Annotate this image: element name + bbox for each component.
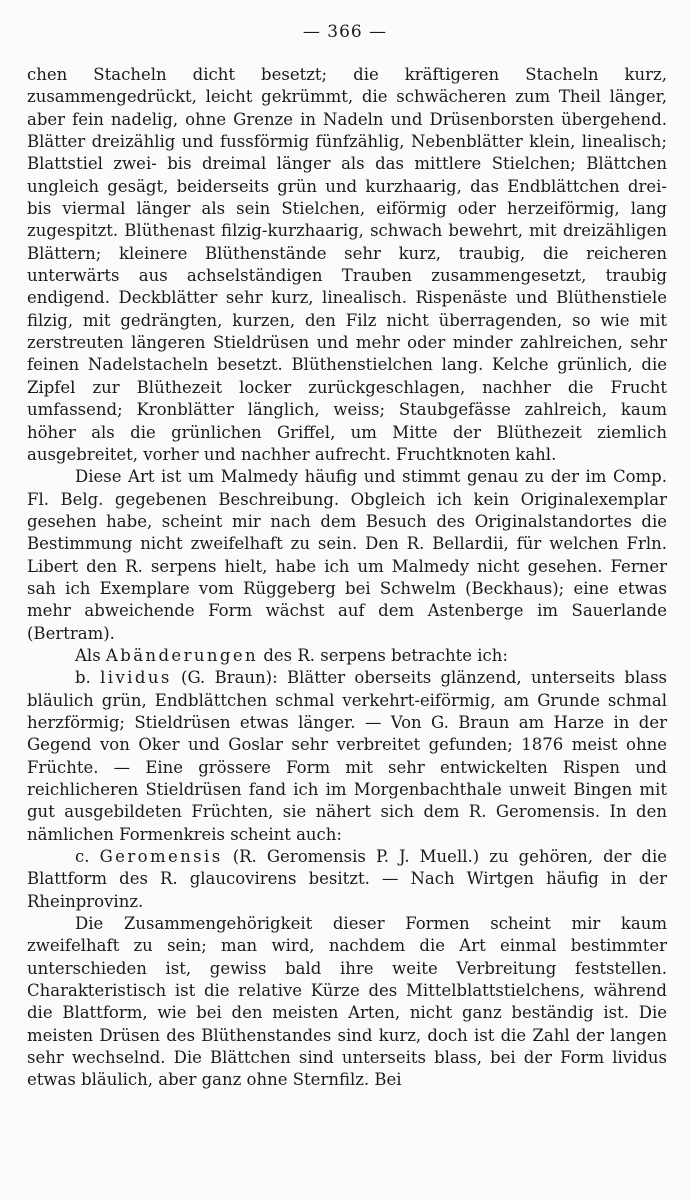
- paragraph-description: chen Stacheln dicht besetzt; die kräftigeren Stacheln kurz, zusammengedrückt, leicht gekrümmt, die schwächeren zum Theil länger, aber fein nadelig, ohne Grenze in Nadeln und Drüsenborsten übergehend. Blätter dreizählig und fussförmig fünfzählig, Nebenblätter klein, linealisch; Blattstiel zwei- bis dreimal länger als das mittlere Stielchen; Blättchen ungleich gesägt, beiderseits grün und kurzhaarig, das Endblättchen drei- bis viermal länger als sein Stielchen, eiförmig oder herzeiförmig, lang zugespitzt. Blüthenast filzig-kurzhaarig, schwach bewehrt, mit dreizähligen Blättern; kleinere Blüthenstände sehr kurz, traubig, die reicheren unterwärts aus achselständigen Trauben zusammengesetzt, traubig endigend. Deckblätter sehr kurz, linealisch. Rispenäste und Blüthenstiele filzig, mit gedrängten, kurzen, den Filz nicht überragenden, so wie mit zerstreuten längeren Stieldrüsen und mehr oder minder zahlreichen, sehr feinen Nadelstacheln besetzt. Blüthenstielchen lang. Kelche grünlich, die Zipfel zur Blüthezeit locker zurückgeschlagen, nachher die Frucht umfassend; Kronblätter länglich, weiss; Staubgefässe zahlreich, kaum höher als die grünlichen Griffel, um Mitte der Blüthezeit ziemlich ausgebreitet, vorher und nachher aufrecht. Fruchtknoten kahl.: [27, 65, 667, 464]
- variety-geromensis-text: (R. Geromensis P. J. Muell.) zu gehören, der die Blattform des R. glaucovirens besitzt. — Nach Wirtgen häufig in der Rheinprovinz.: [27, 847, 668, 911]
- variety-geromensis-name: Geromensis: [99, 847, 223, 867]
- variety-lividus-name: lividus: [100, 668, 172, 688]
- paragraph-conclusion: Die Zusammengehörigkeit dieser Formen scheint mir kaum zweifelhaft zu sein; man wird, nachdem die Art einmal bestimmter unterschieden ist, gewiss bald ihre weite Verbreitung feststellen. Charakteristisch ist die relative Kürze des Mittelblattstielchens, während die Blattform, wie bei den meisten Arten, nicht ganz beständig ist. Die meisten Drüsen des Blüthenstandes sind kurz, doch ist die Zahl der langen sehr wechselnd. Die Blättchen sind unterseits blass, bei der Form lividus etwas bläulich, aber ganz ohne Sternfilz. Bei: [27, 914, 667, 1090]
- variety-lividus-label: b.: [75, 668, 91, 688]
- page-number: — 366 —: [302, 22, 388, 42]
- paragraph-variations-intro: [27, 645, 667, 667]
- paragraph-distribution: Diese Art ist um Malmedy häufig und stimmt genau zu der im Comp. Fl. Belg. gegebenen Beschreibung. Obgleich ich kein Originalexemplar gesehen habe, scheint mir nach dem Besuch des Originalstandortes die Bestimmung nicht zweifelhaft zu sein. Den R. Bellardii, für welchen Frln. Libert den R. serpens hielt, habe ich um Malmedy nicht gesehen. Ferner sah ich Exemplare vom Rüggeberg bei Schwelm (Beckhaus); eine etwas mehr abweichende Form wächst auf dem Astenberge im Sauerlande (Bertram).: [27, 467, 667, 643]
- body-text: [27, 64, 667, 1092]
- paragraph-variety-lividus: [27, 667, 667, 846]
- variations-lead: Als: [75, 645, 101, 665]
- variations-rest: des R. serpens betrachte ich:: [263, 645, 508, 665]
- variety-geromensis-label: c.: [75, 847, 90, 867]
- paragraph-variety-geromensis: [27, 846, 667, 913]
- variations-term: Abänderungen: [105, 645, 259, 665]
- variety-lividus-text: (G. Braun): Blätter oberseits glänzend, unterseits blass bläulich grün, Endblättchen schmal verkehrt-eiförmig, am Grunde schmal herzförmig; Stieldrüsen etwas länger. — Von G. Braun am Harze in der Gegend von Oker und Goslar sehr verbreitet gefunden; 1876 meist ohne Früchte. — Eine grössere Form mit sehr entwickelten Rispen und reichlicheren Stieldrüsen fand ich im Morgenbachthale unweit Bingen mit gut ausgebildeten Früchten, sie nähert sich dem R. Geromensis. In den nämlichen Formenkreis scheint auch:: [27, 668, 667, 844]
